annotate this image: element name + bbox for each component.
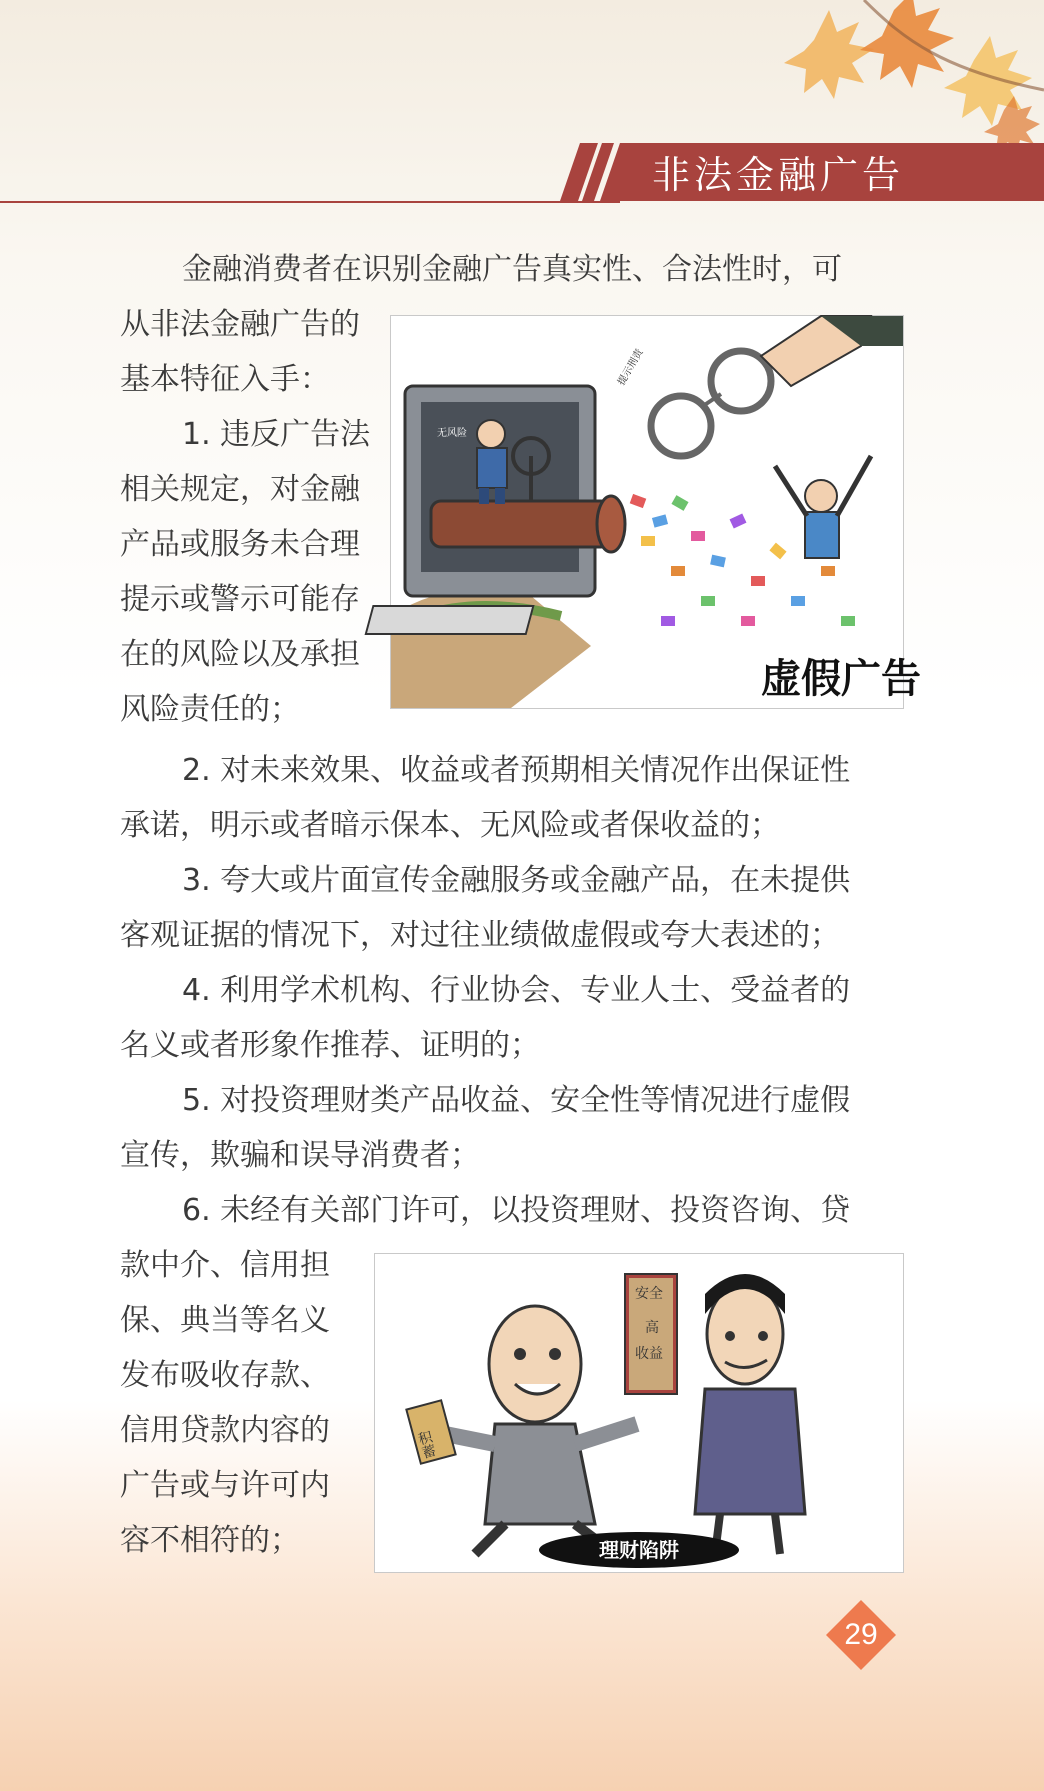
item6-line-2: 款中介、信用担 xyxy=(120,1248,330,1283)
maple-leaves-decoration xyxy=(744,0,1044,150)
handcuff-tag: 提示刑责 xyxy=(616,347,646,388)
item1-line-3: 产品或服务未合理 xyxy=(120,527,360,562)
item3-line-1: 3. 夸大或片面宣传金融服务或金融产品，在未提供 xyxy=(182,863,851,898)
item1-line-4: 提示或警示可能存 xyxy=(120,582,360,617)
intro-line-1: 金融消费者在识别金融广告真实性、合法性时，可 xyxy=(182,252,842,287)
wallet-label: 积蓄 xyxy=(414,1429,438,1461)
finance-trap-cartoon xyxy=(375,1254,903,1572)
item2-line-2: 承诺，明示或者暗示保本、无风险或者保收益的； xyxy=(120,808,780,843)
item3-line-2: 客观证据的情况下，对过往业绩做虚假或夸大表述的； xyxy=(120,918,840,953)
item2-line-1: 2. 对未来效果、收益或者预期相关情况作出保证性 xyxy=(182,753,851,788)
item5-line-2: 宣传，欺骗和误导消费者； xyxy=(120,1138,480,1173)
book-label-top: 安全 xyxy=(635,1286,663,1302)
item1-line-1: 1. 违反广告法 xyxy=(182,417,371,452)
page-number: 29 xyxy=(844,1618,878,1651)
section-title: 非法金融广告 xyxy=(651,153,904,197)
item6-line-6: 广告或与许可内 xyxy=(120,1468,330,1503)
item5-line-1: 5. 对投资理财类产品收益、安全性等情况进行虚假 xyxy=(182,1083,851,1118)
book-label-mid: 高 xyxy=(645,1320,659,1336)
intro-line-2: 从非法金融广告的 xyxy=(120,307,360,342)
item1-line-2: 相关规定，对金融 xyxy=(120,472,360,507)
intro-line-3: 基本特征入手： xyxy=(120,362,330,397)
item6-line-7: 容不相符的； xyxy=(120,1523,300,1558)
item4-line-2: 名义或者形象作推荐、证明的； xyxy=(120,1028,540,1063)
false-ad-caption: 虚假广告 xyxy=(761,655,921,702)
illustration-finance-trap xyxy=(374,1253,904,1573)
header-rule xyxy=(0,201,620,203)
item4-line-1: 4. 利用学术机构、行业协会、专业人士、受益者的 xyxy=(182,973,851,1008)
book-label-bottom: 收益 xyxy=(635,1346,663,1362)
item1-line-6: 风险责任的； xyxy=(120,692,300,727)
item6-line-5: 信用贷款内容的 xyxy=(120,1413,330,1448)
item1-line-5: 在的风险以及承担 xyxy=(120,637,360,672)
illustration-false-advertising xyxy=(390,315,921,709)
item6-line-1: 6. 未经有关部门许可，以投资理财、投资咨询、贷 xyxy=(182,1193,851,1228)
false-ad-cartoon xyxy=(391,316,921,708)
finance-trap-caption: 理财陷阱 xyxy=(599,1538,679,1562)
item6-line-3: 保、典当等名义 xyxy=(120,1303,330,1338)
page-number-badge xyxy=(826,1600,896,1670)
monitor-sign: 无风险 xyxy=(437,428,467,439)
item6-line-4: 发布吸收存款、 xyxy=(120,1358,330,1393)
